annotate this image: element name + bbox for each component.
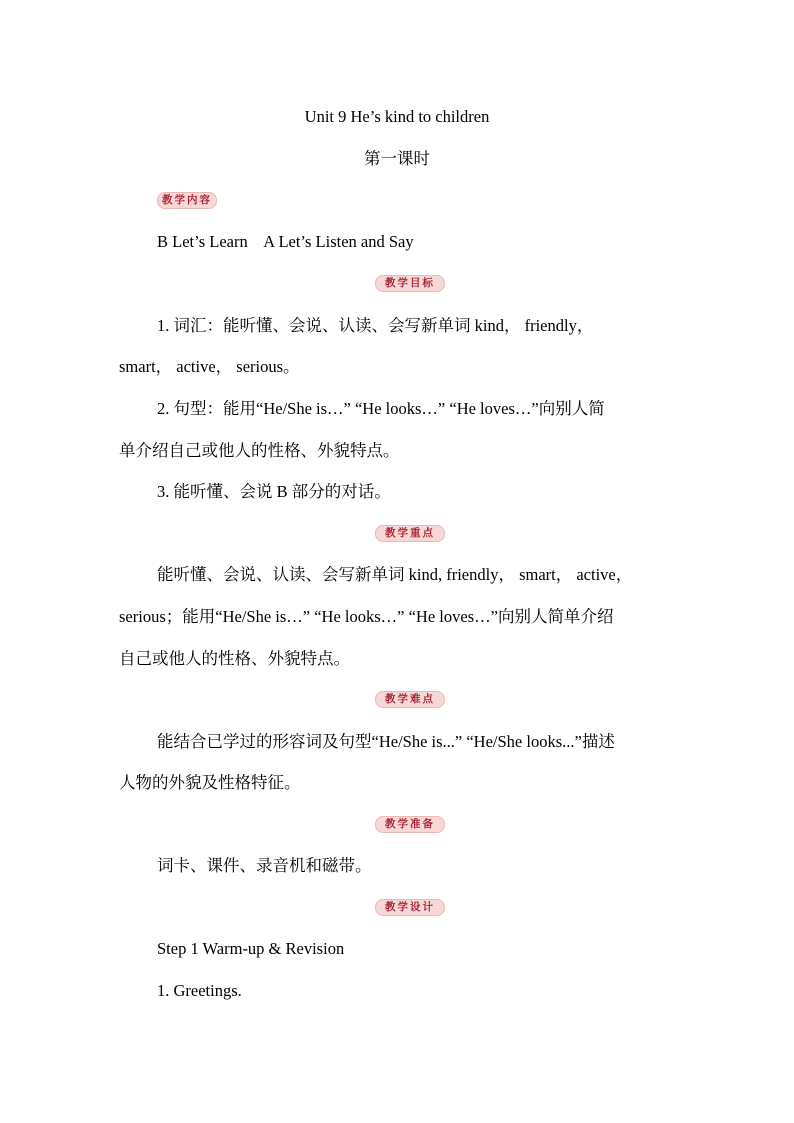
section-badge-preparation: 教学准备 xyxy=(375,816,445,833)
design-step-1: Step 1 Warm-up & Revision xyxy=(157,939,345,958)
difficulties-line-2: 人物的外貌及性格特征。 xyxy=(119,773,301,792)
section-badge-design: 教学设计 xyxy=(375,899,445,916)
section-badge-key-points: 教学重点 xyxy=(375,525,445,542)
document-subtitle: 第一课时 xyxy=(364,149,430,168)
goal-item-2-line-2: 单介绍自己或他人的性格、外貌特点。 xyxy=(119,441,400,460)
difficulties-line-1: 能结合已学过的形容词及句型“He/She is...” “He/She looks...”描述 xyxy=(157,732,615,751)
content-text: B Let’s Learn A Let’s Listen and Say xyxy=(157,232,414,251)
key-points-line-2: serious；能用“He/She is…” “He looks…” “He loves…”向别人简单介绍 xyxy=(119,607,614,626)
preparation-text: 词卡、课件、录音机和磁带。 xyxy=(157,856,372,875)
key-points-line-1: 能听懂、会说、认读、会写新单词 kind, friendly， smart， active， xyxy=(157,565,633,584)
section-badge-difficulties: 教学难点 xyxy=(375,691,445,708)
goal-item-2-line-1: 2. 句型：能用“He/She is…” “He looks…” “He loves…”向别人简 xyxy=(157,399,605,418)
section-badge-goals: 教学目标 xyxy=(375,275,445,292)
document-title: Unit 9 He’s kind to children xyxy=(304,107,490,126)
goal-item-1-line-2: smart， active， serious。 xyxy=(119,357,300,376)
goal-item-3-line-1: 3. 能听懂、会说 B 部分的对话。 xyxy=(157,482,391,501)
goal-item-1-line-1: 1. 词汇：能听懂、会说、认读、会写新单词 kind， friendly， xyxy=(157,316,594,335)
key-points-line-3: 自己或他人的性格、外貌特点。 xyxy=(119,649,350,668)
design-item-1: 1. Greetings. xyxy=(157,981,242,1000)
section-badge-content: 教学内容 xyxy=(157,192,217,209)
